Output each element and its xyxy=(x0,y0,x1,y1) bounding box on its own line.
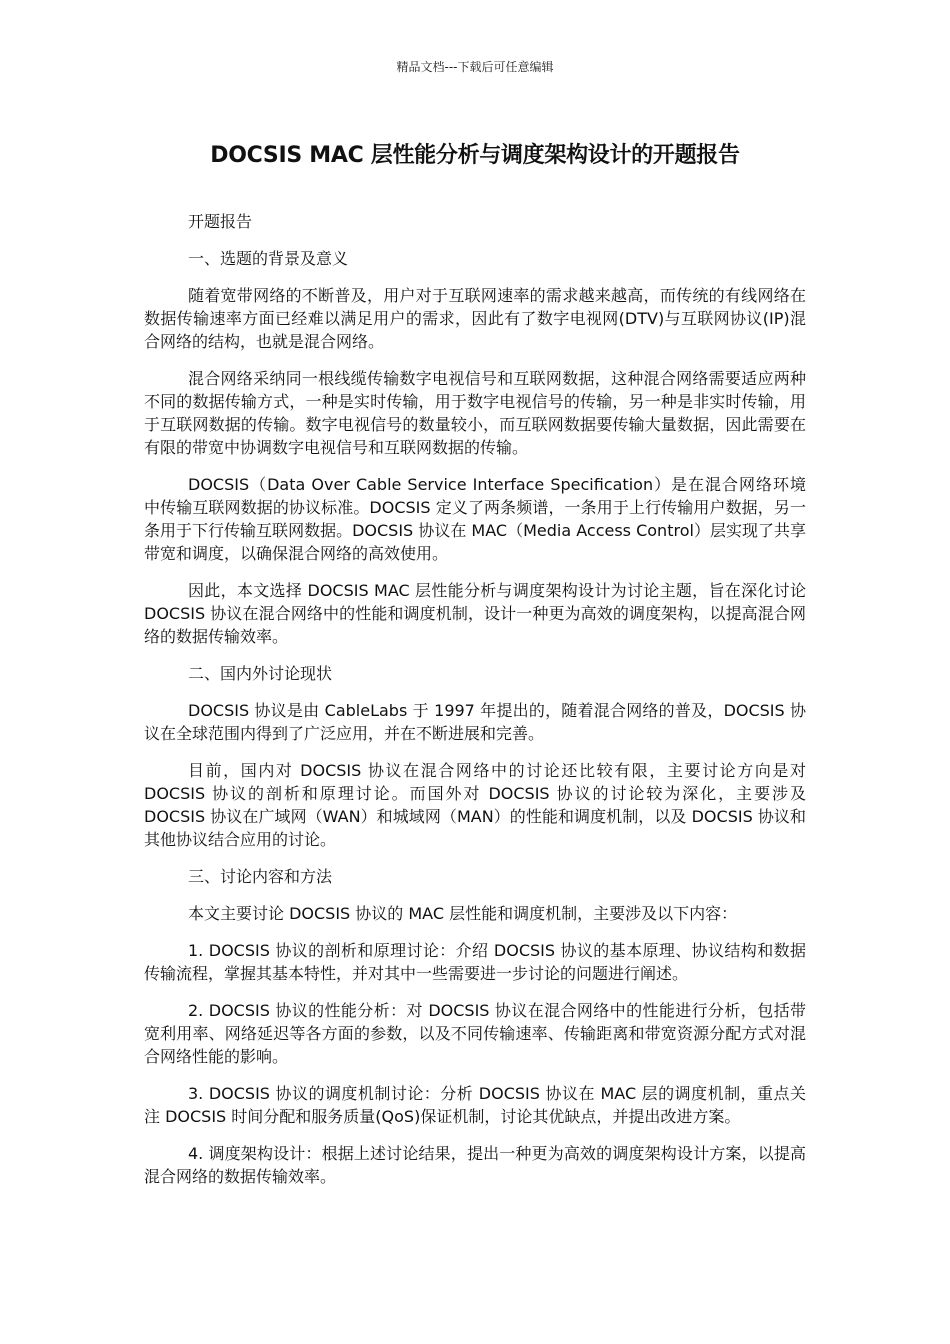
paragraph: 目前，国内对 DOCSIS 协议在混合网络中的讨论还比较有限，主要讨论方向是对 DOCSIS 协议的剖析和原理讨论。而国外对 DOCSIS 协议的讨论较为深化，主要涉及 DOCSIS 协议在广域网（WAN）和城域网（MAN）的性能和调度机制，以及 DOCSIS 协议和其他协议结合应用的讨论。 xyxy=(144,761,806,849)
paragraph: 混合网络采纳同一根线缆传输数字电视信号和互联网数据，这种混合网络需要适应两种不同的数据传输方式，一种是实时传输，用于数字电视信号的传输，另一种是非实时传输，用于互联网数据的传输。数字电视信号的数量较小，而互联网数据要传输大量数据，因此需要在有限的带宽中协调数字电视信号和互联网数据的传输。 xyxy=(144,369,806,457)
paragraph: DOCSIS（Data Over Cable Service Interface Specification）是在混合网络环境中传输互联网数据的协议标准。DOCSIS 定义了两条频谱，一条用于上行传输用户数据，另一条用于下行传输互联网数据。DOCSIS 协议在 MAC（Media Access Control）层实现了共享带宽和调度，以确保混合网络的高效使用。 xyxy=(144,475,806,563)
document-title: DOCSIS MAC 层性能分析与调度架构设计的开题报告 xyxy=(210,143,740,168)
section-heading-report: 开题报告 xyxy=(188,212,253,231)
section-heading-background: 一、选题的背景及意义 xyxy=(188,249,349,268)
document-body xyxy=(144,210,806,1202)
section-heading-status: 二、国内外讨论现状 xyxy=(188,664,333,683)
paragraph: 因此，本文选择 DOCSIS MAC 层性能分析与调度架构设计为讨论主题，旨在深化讨论 DOCSIS 协议在混合网络中的性能和调度机制，设计一种更为高效的调度架构，以提高混合网络的数据传输效率。 xyxy=(144,581,806,646)
section-heading-content: 三、讨论内容和方法 xyxy=(188,867,333,886)
paragraph: 本文主要讨论 DOCSIS 协议的 MAC 层性能和调度机制，主要涉及以下内容： xyxy=(188,904,738,923)
page-header: 精品文档---下载后可任意编辑 xyxy=(396,60,554,74)
list-item: 2. DOCSIS 协议的性能分析：对 DOCSIS 协议在混合网络中的性能进行分析，包括带宽利用率、网络延迟等各方面的参数，以及不同传输速率、传输距离和带宽资源分配方式对混合网络性能的影响。 xyxy=(144,1001,806,1066)
paragraph: DOCSIS 协议是由 CableLabs 于 1997 年提出的，随着混合网络的普及，DOCSIS 协议在全球范围内得到了广泛应用，并在不断进展和完善。 xyxy=(144,701,806,743)
list-item: 1. DOCSIS 协议的剖析和原理讨论：介绍 DOCSIS 协议的基本原理、协议结构和数据传输流程，掌握其基本特性，并对其中一些需要进一步讨论的问题进行阐述。 xyxy=(144,941,806,983)
list-item: 3. DOCSIS 协议的调度机制讨论：分析 DOCSIS 协议在 MAC 层的调度机制，重点关注 DOCSIS 时间分配和服务质量(QoS)保证机制，讨论其优缺点，并提出改进方案。 xyxy=(144,1084,806,1126)
list-item: 4. 调度架构设计：根据上述讨论结果，提出一种更为高效的调度架构设计方案，以提高混合网络的数据传输效率。 xyxy=(144,1144,806,1186)
paragraph: 随着宽带网络的不断普及，用户对于互联网速率的需求越来越高，而传统的有线网络在数据传输速率方面已经难以满足用户的需求，因此有了数字电视网(DTV)与互联网协议(IP)混合网络的结构，也就是混合网络。 xyxy=(144,286,806,351)
